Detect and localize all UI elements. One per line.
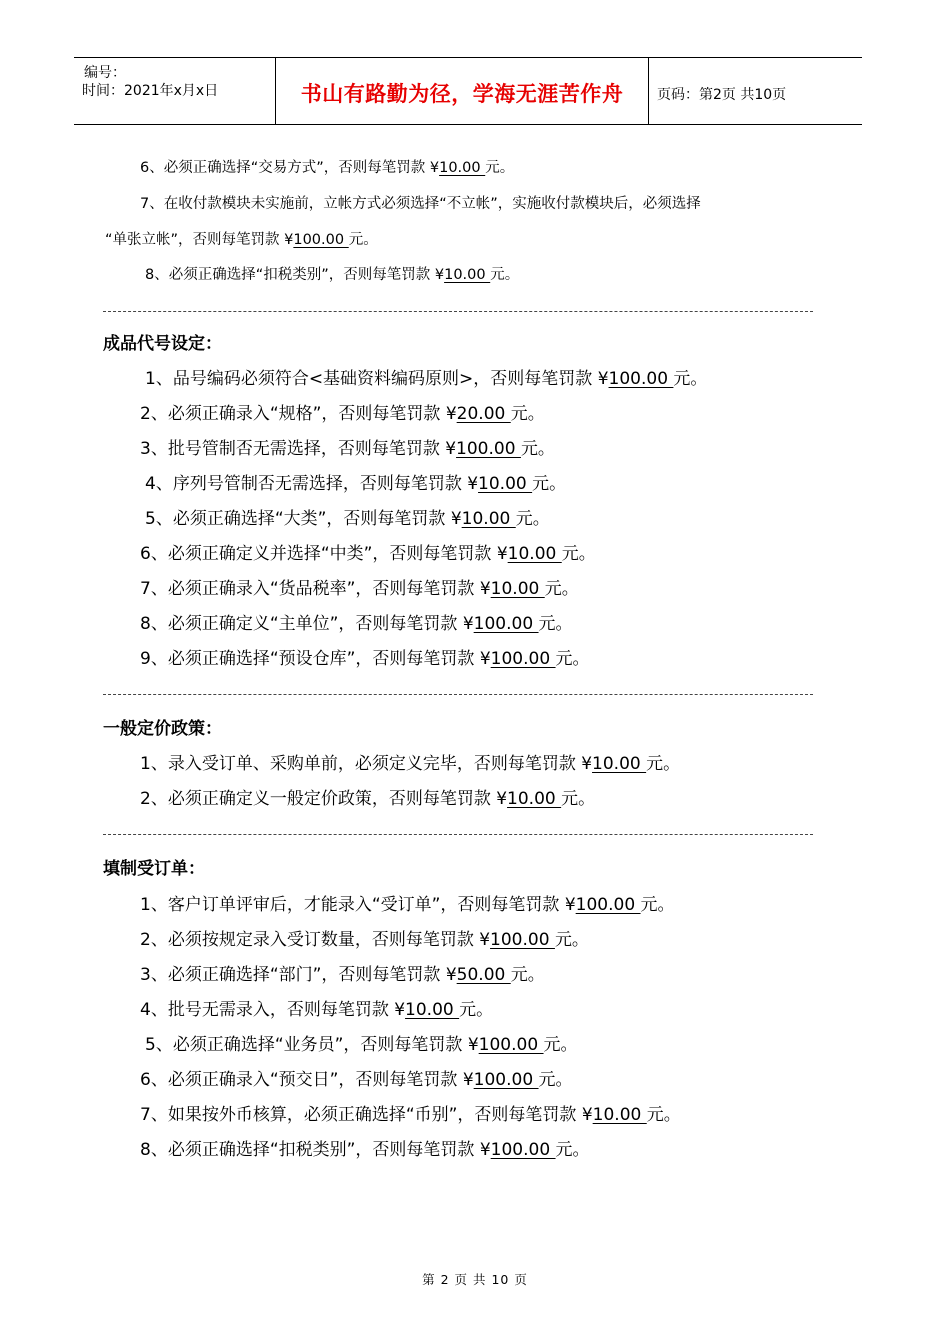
header-table [74,57,862,125]
list-item: 7、如果按外币核算，必须正确选择“币别”，否则每笔罚款 ¥10.00 元。 [140,1105,681,1125]
document-date-label: 时间：2021年x月x日 [82,83,219,99]
list-item: 6、必须正确定义并选择“中类”，否则每笔罚款 ¥10.00 元。 [140,544,596,564]
intro-item: “单张立帐”，否则每笔罚款 ¥100.00 元。 [105,232,378,248]
section-separator [103,834,813,835]
section-title: 一般定价政策： [103,719,222,739]
section-title: 填制受订单： [103,859,205,879]
header-page-label: 页码：第2页 共10页 [657,87,787,103]
section-separator [103,311,813,312]
list-item: 3、批号管制否无需选择，否则每笔罚款 ¥100.00 元。 [140,439,555,459]
list-item: 1、品号编码必须符合<基础资料编码原则>，否则每笔罚款 ¥100.00 元。 [145,369,708,389]
header-left-cell [74,58,276,124]
list-item: 6、必须正确录入“预交日”，否则每笔罚款 ¥100.00 元。 [140,1070,573,1090]
intro-item: 8、必须正确选择“扣税类别”，否则每笔罚款 ¥10.00 元。 [145,267,520,283]
list-item: 1、录入受订单、采购单前，必须定义完毕，否则每笔罚款 ¥10.00 元。 [140,754,681,774]
intro-item: 7、在收付款模块未实施前，立帐方式必须选择“不立帐”，实施收付款模块后，必须选择 [140,196,701,212]
list-item: 1、客户订单评审后，才能录入“受订单”，否则每笔罚款 ¥100.00 元。 [140,895,675,915]
document-number-label: 编号： [84,65,126,81]
section-title: 成品代号设定： [103,334,222,354]
list-item: 4、批号无需录入，否则每笔罚款 ¥10.00 元。 [140,1000,494,1020]
list-item: 5、必须正确选择“大类”，否则每笔罚款 ¥10.00 元。 [145,509,550,529]
header-right-cell [649,58,862,124]
header-center-cell [276,58,649,124]
list-item: 2、必须按规定录入受订数量，否则每笔罚款 ¥100.00 元。 [140,930,589,950]
list-item: 8、必须正确选择“扣税类别”，否则每笔罚款 ¥100.00 元。 [140,1140,590,1160]
section-separator [103,694,813,695]
page-footer: 第 2 页 共 10 页 [422,1272,528,1287]
intro-item: 6、必须正确选择“交易方式”，否则每笔罚款 ¥10.00 元。 [140,160,515,176]
list-item: 8、必须正确定义“主单位”，否则每笔罚款 ¥100.00 元。 [140,614,573,634]
list-item: 9、必须正确选择“预设仓库”，否则每笔罚款 ¥100.00 元。 [140,649,590,669]
list-item: 5、必须正确选择“业务员”，否则每笔罚款 ¥100.00 元。 [145,1035,578,1055]
list-item: 2、必须正确定义一般定价政策，否则每笔罚款 ¥10.00 元。 [140,789,596,809]
list-item: 7、必须正确录入“货品税率”，否则每笔罚款 ¥10.00 元。 [140,579,579,599]
header-motto: 书山有路勤为径，学海无涯苦作舟 [300,82,624,106]
list-item: 4、序列号管制否无需选择，否则每笔罚款 ¥10.00 元。 [145,474,567,494]
list-item: 2、必须正确录入“规格”，否则每笔罚款 ¥20.00 元。 [140,404,545,424]
list-item: 3、必须正确选择“部门”，否则每笔罚款 ¥50.00 元。 [140,965,545,985]
